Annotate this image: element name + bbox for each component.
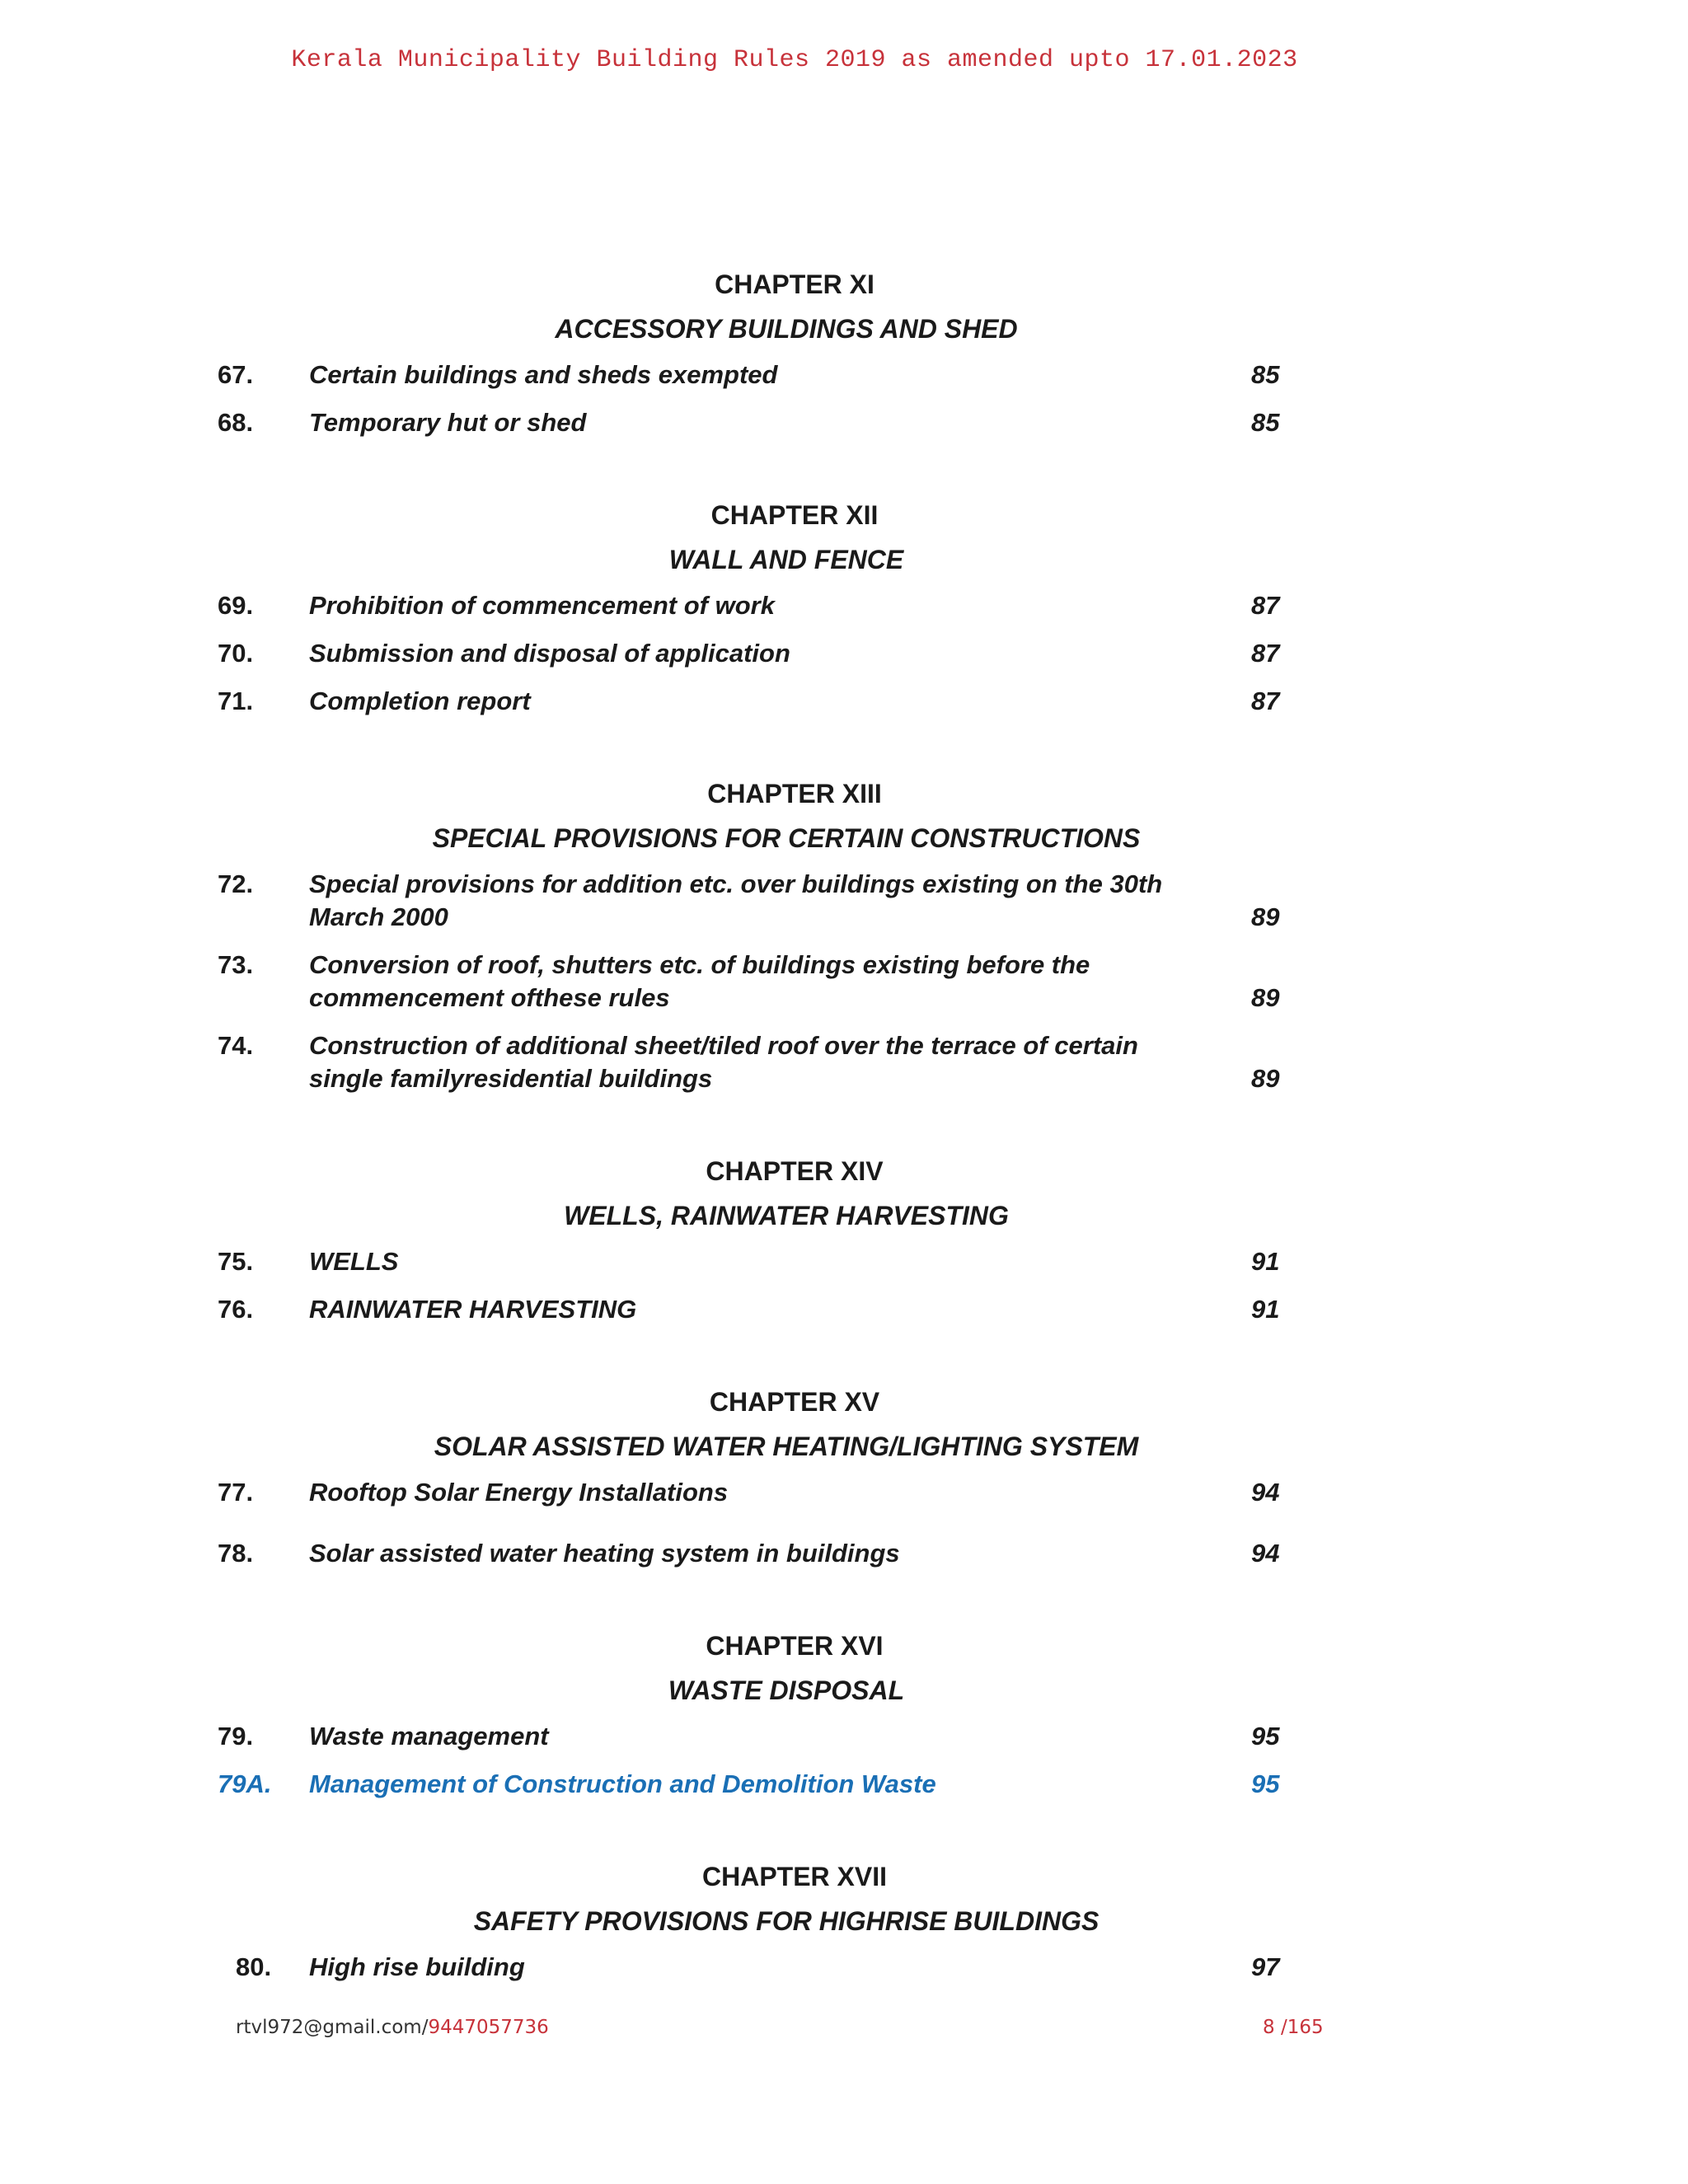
chapter-subtitle: WALL AND FENCE — [668, 545, 904, 574]
entry-number: 77. — [218, 1478, 254, 1507]
entry-page: 89 — [1251, 983, 1280, 1012]
entry-title: Waste management — [309, 1722, 549, 1750]
entry-title: Special provisions for addition etc. over buildings existing on the 30th March 2000 — [309, 869, 1163, 931]
chapter-xiv — [0, 1155, 1688, 1341]
page-number: 8 /165 — [1263, 2017, 1324, 2038]
entry-title: Rooftop Solar Energy Installations — [309, 1478, 729, 1507]
entry-page: 94 — [1251, 1478, 1280, 1507]
entry-page: 91 — [1251, 1247, 1280, 1276]
entry-title: Temporary hut or shed — [309, 408, 587, 437]
entry-title: Conversion of roof, shutters etc. of buildings existing before the commencement ofthese rules — [309, 950, 1090, 1012]
entry-title: Submission and disposal of application — [309, 639, 790, 668]
entry-page: 85 — [1251, 408, 1280, 437]
entry-page: 95 — [1251, 1722, 1280, 1750]
entry-number: 75. — [218, 1247, 254, 1276]
running-header: Kerala Municipality Building Rules 2019 as amended upto 17.01.2023 — [291, 46, 1298, 74]
entry-title: High rise building — [309, 1952, 525, 1981]
toc-entry-69[interactable] — [0, 589, 1688, 637]
chapter-title: CHAPTER XV — [709, 1387, 880, 1417]
toc-entry-75[interactable] — [0, 1245, 1688, 1293]
entry-page: 89 — [1251, 902, 1280, 931]
chapter-subtitle: WELLS, RAINWATER HARVESTING — [564, 1201, 1009, 1230]
toc-entry-76[interactable] — [0, 1293, 1688, 1341]
entry-page: 91 — [1251, 1295, 1280, 1324]
entry-number: 78. — [218, 1539, 254, 1568]
chapter-xi — [0, 268, 1688, 454]
toc-entry-73[interactable] — [0, 949, 1688, 1029]
toc-entry-71[interactable] — [0, 685, 1688, 733]
entry-title: Completion report — [309, 687, 531, 715]
toc-entry-67[interactable] — [0, 359, 1688, 406]
toc-entry-74[interactable] — [0, 1029, 1688, 1110]
entry-number: 79A. — [218, 1769, 272, 1798]
footer-email: rtvl972@gmail.com/ — [236, 2017, 429, 2038]
entry-title: RAINWATER HARVESTING — [309, 1295, 637, 1324]
toc-entry-79a[interactable] — [0, 1768, 1688, 1816]
toc-entry-68[interactable] — [0, 406, 1688, 454]
entry-number: 80. — [236, 1952, 272, 1981]
entry-title: Construction of additional sheet/tiled roof over the terrace of certain single familyresidential buildings — [309, 1031, 1138, 1093]
chapter-title: CHAPTER XI — [715, 269, 874, 299]
entry-page: 87 — [1251, 639, 1280, 668]
entry-number: 69. — [218, 591, 254, 620]
toc-entry-72[interactable] — [0, 868, 1688, 949]
entry-number: 73. — [218, 950, 254, 979]
entry-page: 89 — [1251, 1064, 1280, 1093]
entry-page: 85 — [1251, 360, 1280, 389]
toc-entry-70[interactable] — [0, 637, 1688, 685]
chapter-title: CHAPTER XIII — [707, 779, 882, 808]
entry-number: 71. — [218, 687, 254, 715]
chapter-xiii — [0, 777, 1688, 1110]
entry-number: 79. — [218, 1722, 254, 1750]
footer-contact — [236, 2017, 549, 2038]
entry-page: 95 — [1251, 1769, 1280, 1798]
chapter-xvi — [0, 1629, 1688, 1816]
chapter-title: CHAPTER XII — [710, 500, 879, 530]
entry-title: WELLS — [309, 1247, 399, 1276]
chapter-subtitle: SPECIAL PROVISIONS FOR CERTAIN CONSTRUCTIONS — [432, 823, 1141, 853]
chapter-title: CHAPTER XVI — [706, 1631, 884, 1661]
entry-number: 67. — [218, 360, 254, 389]
entry-number: 76. — [218, 1295, 254, 1324]
entry-title: Prohibition of commencement of work — [309, 591, 775, 620]
entry-number: 72. — [218, 869, 254, 898]
entry-title: Certain buildings and sheds exempted — [309, 360, 778, 389]
chapter-xii — [0, 499, 1688, 733]
entry-number: 70. — [218, 639, 254, 668]
chapter-subtitle: WASTE DISPOSAL — [668, 1675, 905, 1705]
chapter-title: CHAPTER XIV — [706, 1156, 884, 1186]
chapter-title: CHAPTER XVII — [701, 1862, 888, 1891]
chapter-xv — [0, 1385, 1688, 1585]
chapter-xvii — [0, 1860, 1688, 1999]
toc-entry-80[interactable] — [0, 1951, 1688, 1999]
toc-entry-77[interactable] — [0, 1476, 1688, 1537]
entry-page: 94 — [1251, 1539, 1280, 1568]
entry-title: Solar assisted water heating system in buildings — [309, 1539, 900, 1568]
toc-entry-79[interactable] — [0, 1720, 1688, 1768]
entry-number: 68. — [218, 408, 254, 437]
chapter-subtitle: ACCESSORY BUILDINGS AND SHED — [555, 314, 1018, 344]
entry-page: 87 — [1251, 591, 1280, 620]
table-of-contents — [0, 268, 1688, 1999]
entry-page: 97 — [1251, 1952, 1280, 1981]
entry-title: Management of Construction and Demolition Waste — [309, 1769, 936, 1798]
entry-number: 74. — [218, 1031, 254, 1060]
entry-page: 87 — [1251, 687, 1280, 715]
chapter-subtitle: SAFETY PROVISIONS FOR HIGHRISE BUILDINGS — [473, 1906, 1100, 1936]
toc-entry-78[interactable] — [0, 1537, 1688, 1585]
chapter-subtitle: SOLAR ASSISTED WATER HEATING/LIGHTING SYSTEM — [434, 1432, 1139, 1461]
footer-phone: 9447057736 — [428, 2017, 549, 2038]
